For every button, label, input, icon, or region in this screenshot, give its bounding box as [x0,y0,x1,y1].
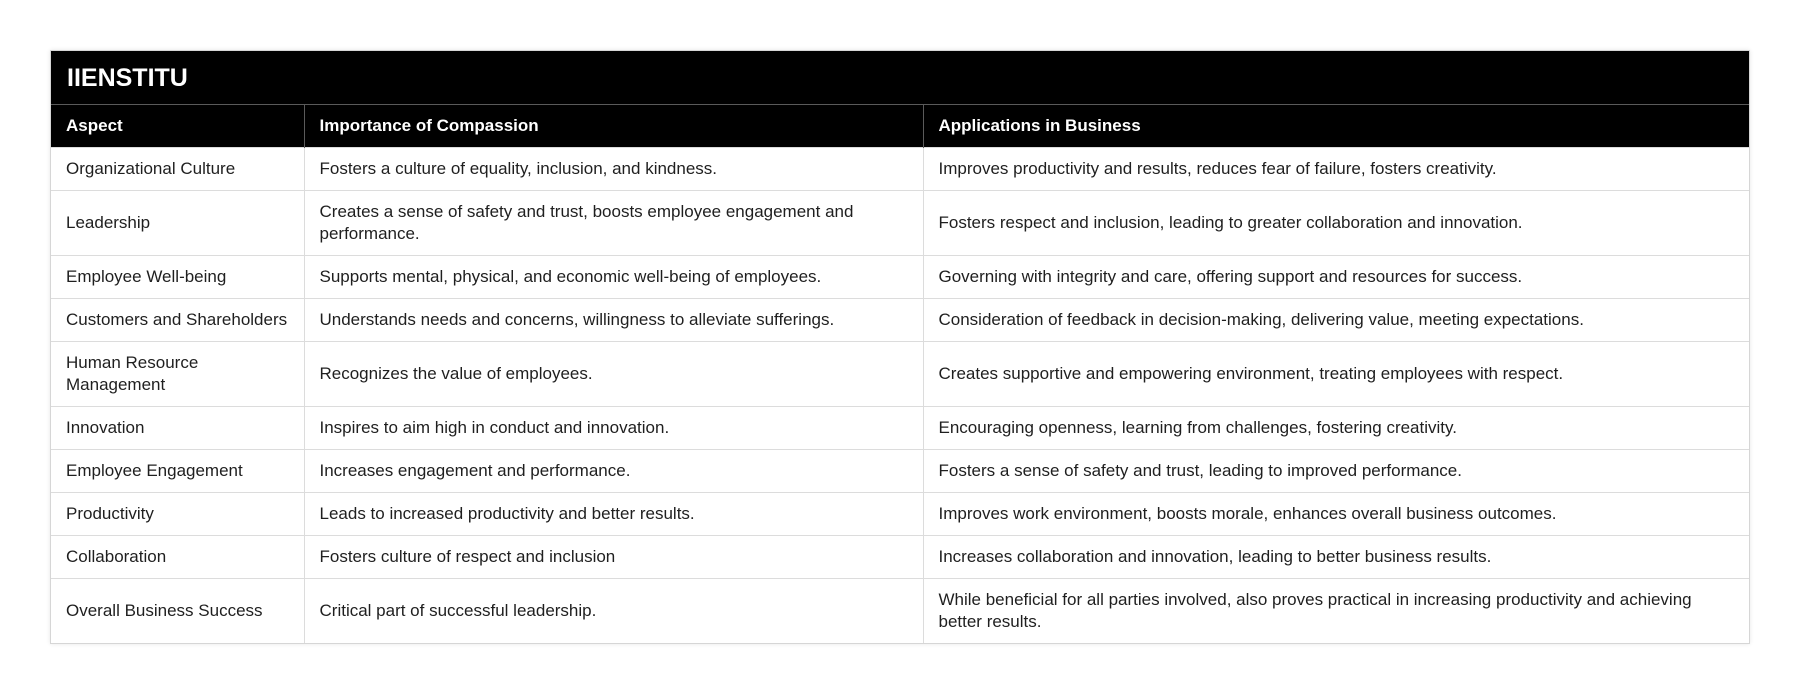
application-cell: Increases collaboration and innovation, leading to better business results. [923,535,1749,578]
table-title: IIENSTITU [51,51,1749,105]
importance-cell: Understands needs and concerns, willingness to alleviate sufferings. [304,298,923,341]
column-header-importance: Importance of Compassion [304,105,923,147]
application-cell: Governing with integrity and care, offering support and resources for success. [923,255,1749,298]
application-cell: Improves work environment, boosts morale, enhances overall business outcomes. [923,492,1749,535]
application-cell: Fosters a sense of safety and trust, leading to improved performance. [923,449,1749,492]
importance-cell: Supports mental, physical, and economic well-being of employees. [304,255,923,298]
data-table [51,105,1749,643]
table-row [51,492,1749,535]
table-row [51,578,1749,643]
aspect-cell: Human Resource Management [51,341,304,406]
aspect-cell: Employee Engagement [51,449,304,492]
aspect-cell: Overall Business Success [51,578,304,643]
application-cell: Consideration of feedback in decision-making, delivering value, meeting expectations. [923,298,1749,341]
application-cell: Creates supportive and empowering environment, treating employees with respect. [923,341,1749,406]
aspect-cell: Innovation [51,406,304,449]
importance-cell: Leads to increased productivity and better results. [304,492,923,535]
importance-cell: Recognizes the value of employees. [304,341,923,406]
importance-cell: Fosters a culture of equality, inclusion, and kindness. [304,147,923,190]
importance-cell: Inspires to aim high in conduct and innovation. [304,406,923,449]
aspect-cell: Organizational Culture [51,147,304,190]
aspect-cell: Employee Well-being [51,255,304,298]
column-header-aspect: Aspect [51,105,304,147]
aspect-cell: Customers and Shareholders [51,298,304,341]
table-row [51,535,1749,578]
compassion-table [50,50,1750,644]
table-row [51,449,1749,492]
importance-cell: Fosters culture of respect and inclusion [304,535,923,578]
importance-cell: Increases engagement and performance. [304,449,923,492]
aspect-cell: Productivity [51,492,304,535]
table-row [51,255,1749,298]
aspect-cell: Leadership [51,190,304,255]
table-row [51,147,1749,190]
application-cell: While beneficial for all parties involved, also proves practical in increasing productivity and achieving better results. [923,578,1749,643]
table-row [51,298,1749,341]
application-cell: Improves productivity and results, reduces fear of failure, fosters creativity. [923,147,1749,190]
table-row [51,341,1749,406]
header-row [51,105,1749,147]
aspect-cell: Collaboration [51,535,304,578]
application-cell: Encouraging openness, learning from challenges, fostering creativity. [923,406,1749,449]
importance-cell: Creates a sense of safety and trust, boosts employee engagement and performance. [304,190,923,255]
table-row [51,190,1749,255]
importance-cell: Critical part of successful leadership. [304,578,923,643]
application-cell: Fosters respect and inclusion, leading to greater collaboration and innovation. [923,190,1749,255]
table-row [51,406,1749,449]
column-header-applications: Applications in Business [923,105,1749,147]
